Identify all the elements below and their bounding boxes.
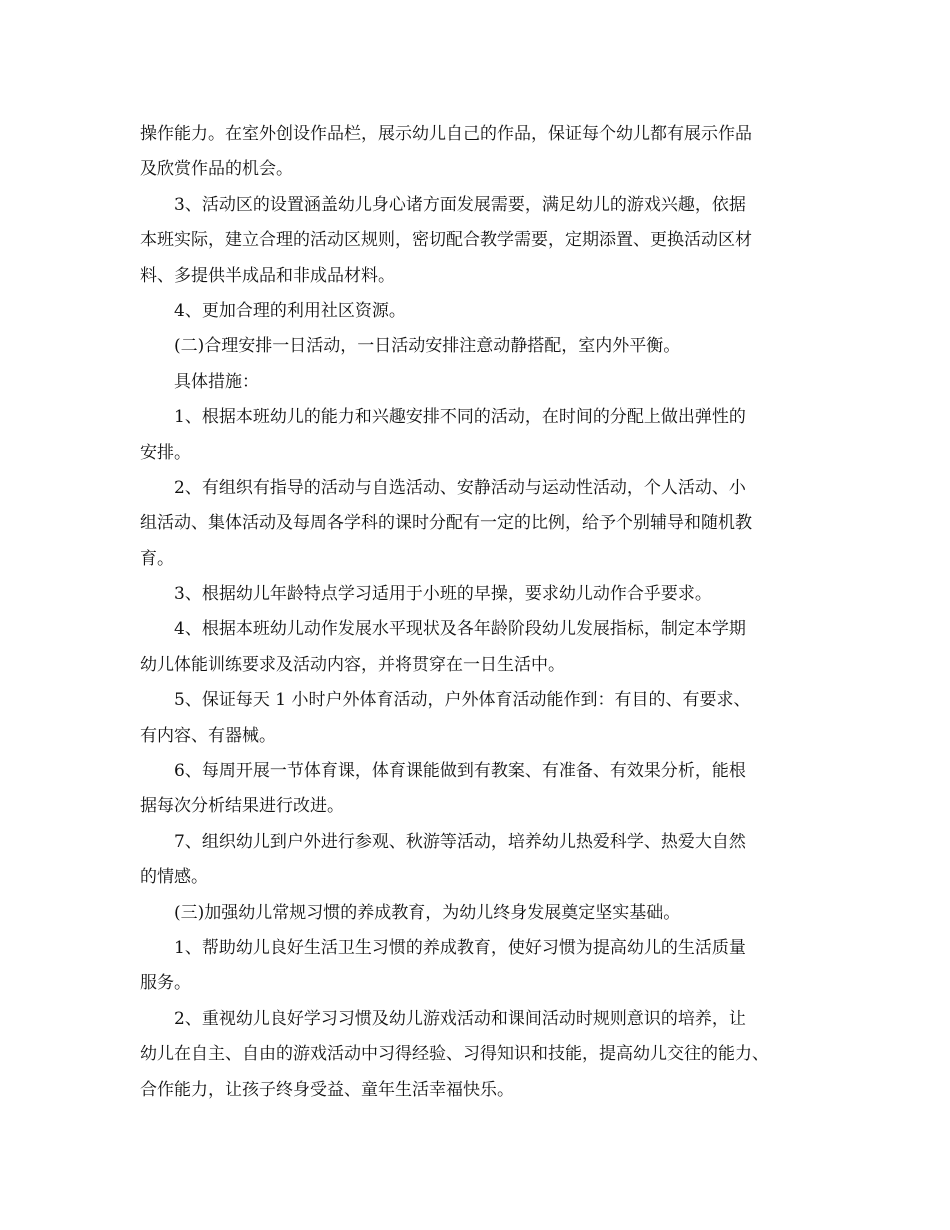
paragraph-measure-5 xyxy=(140,683,830,754)
text-line: 本班实际，建立合理的活动区规则，密切配合教学需要，定期添置、更换活动区材 xyxy=(140,230,752,251)
text-line: 2、有组织有指导的活动与自选活动、安静活动与运动性活动，个人活动、小 xyxy=(174,477,746,498)
paragraph-continuation xyxy=(140,117,830,188)
section-heading-2 xyxy=(140,329,830,364)
text-line: 幼儿在自主、自由的游戏活动中习得经验、习得知识和技能，提高幼儿交往的能力、 xyxy=(140,1044,769,1065)
paragraph-habit-2 xyxy=(140,1002,830,1108)
text-line: 安排。 xyxy=(140,442,191,463)
text-line: 3、活动区的设置涵盖幼儿身心诸方面发展需要，满足幼儿的游戏兴趣，依据 xyxy=(174,194,746,215)
text-line: 操作能力。在室外创设作品栏，展示幼儿自己的作品，保证每个幼儿都有展示作品 xyxy=(140,124,752,144)
paragraph-measure-7 xyxy=(140,825,830,896)
paragraph-measure-1 xyxy=(140,400,830,471)
text-line: 料、多提供半成品和非成品材料。 xyxy=(140,265,395,286)
paragraph-item-4-community xyxy=(140,294,830,329)
section-heading-3 xyxy=(140,896,830,931)
text-line: 7、组织幼儿到户外进行参观、秋游等活动，培养幼儿热爱科学、热爱大自然 xyxy=(174,831,746,852)
text-line: 2、重视幼儿良好学习习惯及幼儿游戏活动和课间活动时规则意识的培养，让 xyxy=(174,1008,746,1029)
text-line: 组活动、集体活动及每周各学科的课时分配有一定的比例，给予个别辅导和随机教 xyxy=(140,513,752,534)
paragraph-measure-4 xyxy=(140,612,830,683)
text-line: 有内容、有器械。 xyxy=(140,725,276,746)
text-line: 据每次分析结果进行改进。 xyxy=(140,796,344,817)
text-line: 4、更加合理的利用社区资源。 xyxy=(174,300,406,321)
measures-label xyxy=(140,365,830,400)
text-line: 4、根据本班幼儿动作发展水平现状及各年龄阶段幼儿发展指标，制定本学期 xyxy=(174,619,746,640)
text-line: 5、保证每天 1 小时户外体育活动，户外体育活动能作到：有目的、有要求、 xyxy=(174,690,751,711)
paragraph-habit-1 xyxy=(140,931,830,1002)
paragraph-measure-3 xyxy=(140,577,830,612)
text-line: (三)加强幼儿常规习惯的养成教育，为幼儿终身发展奠定坚实基础。 xyxy=(174,902,681,923)
text-line: 3、根据幼儿年龄特点学习适用于小班的早操，要求幼儿动作合乎要求。 xyxy=(174,584,712,605)
paragraph-item-3-activity-areas xyxy=(140,188,830,294)
text-line: 及欣赏作品的机会。 xyxy=(140,159,293,180)
text-line: (二)合理安排一日活动，一日活动安排注意动静搭配，室内外平衡。 xyxy=(174,336,681,357)
text-line: 1、帮助幼儿良好生活卫生习惯的养成教育，使好习惯为提高幼儿的生活质量 xyxy=(174,937,746,958)
text-line: 幼儿体能训练要求及活动内容，并将贯穿在一日生活中。 xyxy=(140,654,565,675)
paragraph-measure-6 xyxy=(140,754,830,825)
text-line: 1、根据本班幼儿的能力和兴趣安排不同的活动，在时间的分配上做出弹性的 xyxy=(174,407,746,428)
text-line: 育。 xyxy=(140,548,174,569)
text-line: 的情感。 xyxy=(140,867,208,888)
text-line: 具体措施： xyxy=(174,371,259,392)
text-line: 6、每周开展一节体育课，体育课能做到有教案、有准备、有效果分析，能根 xyxy=(174,761,746,782)
document-body xyxy=(140,117,830,1108)
text-line: 合作能力，让孩子终身受益、童年生活幸福快乐。 xyxy=(140,1079,514,1100)
paragraph-measure-2 xyxy=(140,471,830,577)
text-line: 服务。 xyxy=(140,973,191,994)
